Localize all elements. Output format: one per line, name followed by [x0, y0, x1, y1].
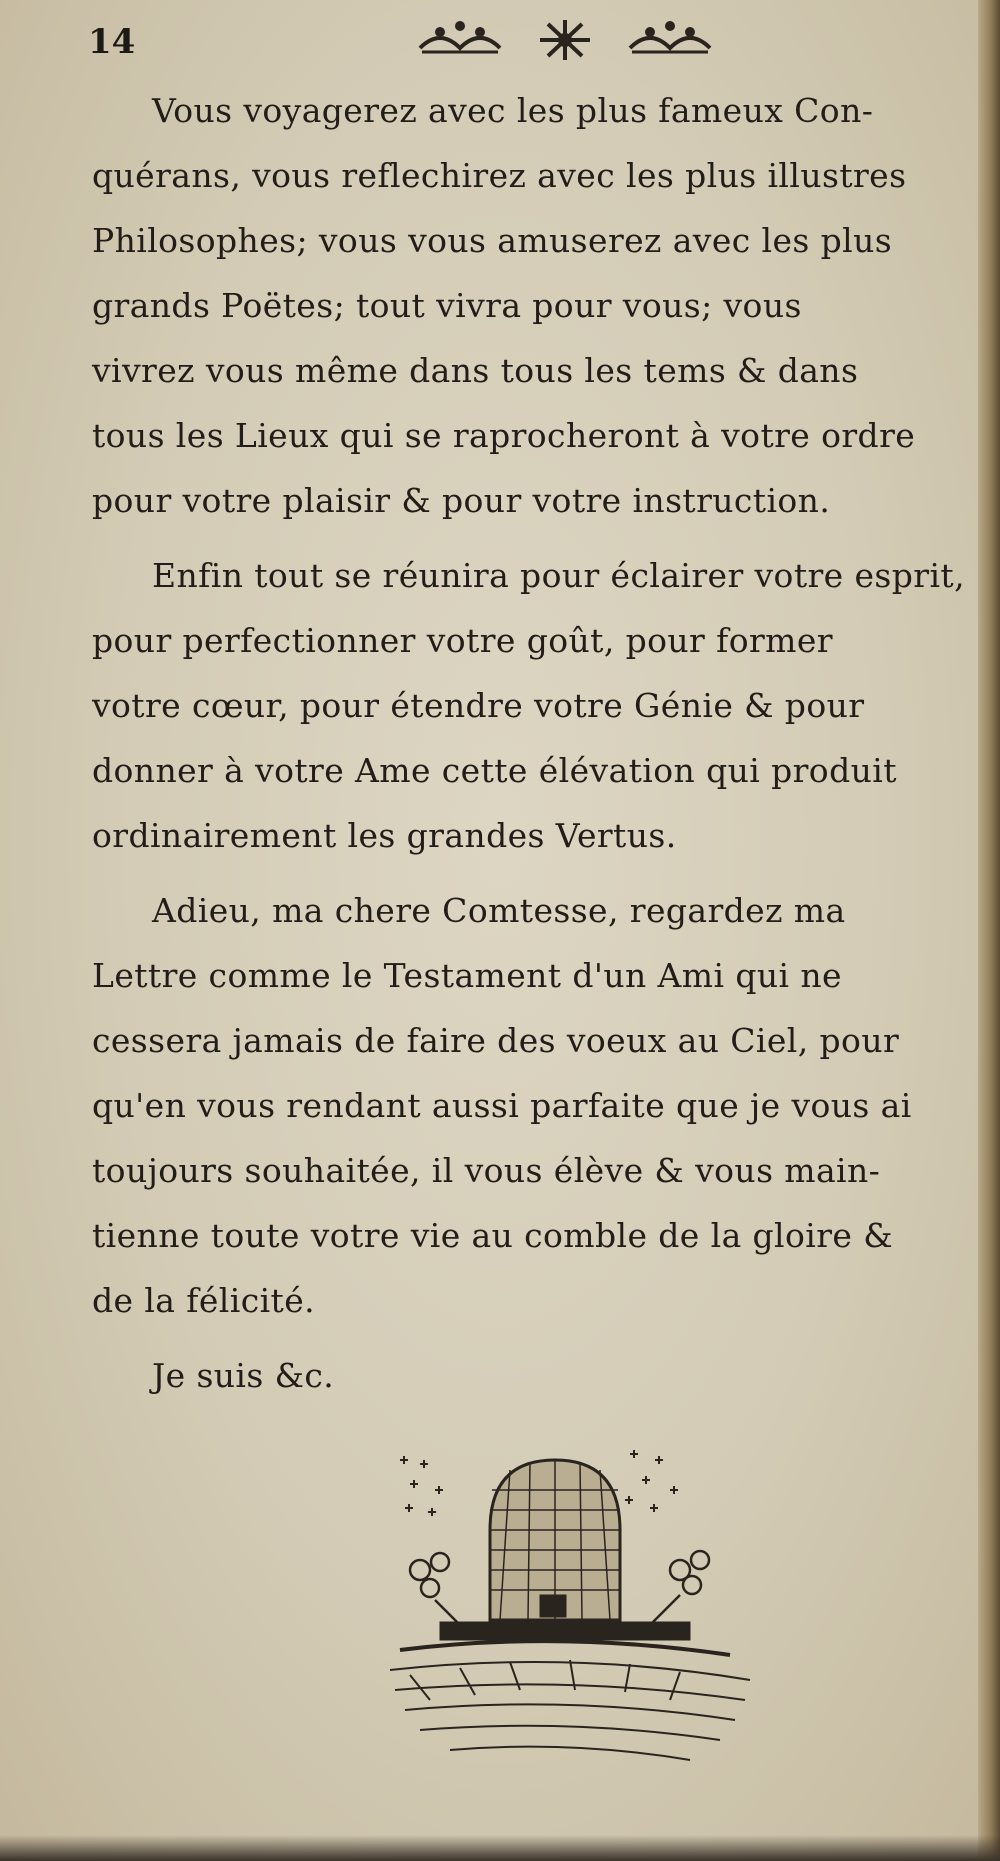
text-line: vivrez vous même dans tous les tems & dans — [92, 351, 859, 390]
text-line: tienne toute votre vie au comble de la gloire & — [92, 1216, 894, 1255]
letter-body — [92, 78, 970, 1408]
text-line: toujours souhaitée, il vous élève & vous main- — [92, 1151, 881, 1190]
page-bottom-shadow — [0, 1835, 1000, 1861]
header-ornament-icon — [410, 18, 720, 62]
text-line: donner à votre Ame cette élévation qui produit — [92, 751, 897, 790]
text-line: ordinairement les grandes Vertus. — [92, 816, 677, 855]
closing-line: Je suis &c. — [152, 1356, 335, 1395]
beehive-vignette-icon — [380, 1450, 760, 1780]
text-line: Adieu, ma chere Comtesse, regardez ma — [152, 891, 846, 930]
text-line: Philosophes; vous vous amuserez avec les plus — [92, 221, 893, 260]
text-line: votre cœur, pour étendre votre Génie & pour — [92, 686, 865, 725]
text-line: cessera jamais de faire des voeux au Ciel, pour — [92, 1021, 900, 1060]
text-line: pour perfectionner votre goût, pour former — [92, 621, 833, 660]
text-line: Lettre comme le Testament d'un Ami qui ne — [92, 956, 842, 995]
page-number: 14 — [88, 22, 136, 62]
text-line: de la félicité. — [92, 1281, 316, 1320]
text-line: tous les Lieux qui se raprocheront à votre ordre — [92, 416, 916, 455]
page-edge — [978, 0, 1000, 1861]
text-line: quérans, vous reflechirez avec les plus illustres — [92, 156, 907, 195]
text-line: Enfin tout se réunira pour éclairer votre esprit, — [152, 556, 965, 595]
text-line: pour votre plaisir & pour votre instruction. — [92, 481, 831, 520]
text-line: grands Poëtes; tout vivra pour vous; vous — [92, 286, 802, 325]
text-line: qu'en vous rendant aussi parfaite que je vous ai — [92, 1086, 912, 1125]
text-line: Vous voyagerez avec les plus fameux Con- — [152, 91, 874, 130]
